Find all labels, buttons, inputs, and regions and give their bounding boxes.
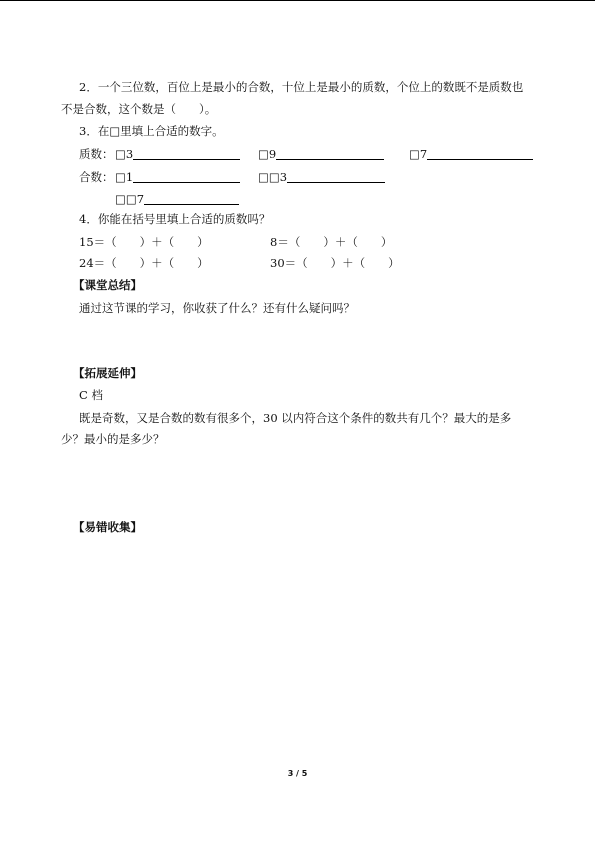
- answer-blank[interactable]: [287, 170, 385, 183]
- page-top-border: [0, 0, 595, 1]
- q3-composite-label: 合数：: [79, 170, 114, 184]
- extension-line1: 既是奇数，又是合数的数有很多个，30 以内符合这个条件的数共有几个？最大的是多: [79, 411, 512, 425]
- answer-blank[interactable]: [133, 147, 240, 160]
- summary-text: 通过这节课的学习，你收获了什么？还有什么疑问吗？: [79, 301, 355, 315]
- q3-prime-item-2: □9: [258, 147, 384, 161]
- extension-heading: 【拓展延伸】: [73, 366, 142, 380]
- q4-item-3: 24＝（ ）＋（ ）: [79, 256, 209, 270]
- answer-blank[interactable]: [276, 147, 384, 160]
- q3-composite-item-2: □□3: [258, 170, 385, 184]
- answer-blank[interactable]: [144, 192, 239, 205]
- q4-title: 4．你能在括号里填上合适的质数吗？: [79, 212, 271, 226]
- q3-prime-label: 质数：: [79, 147, 114, 161]
- q3-composite-item-3: □□7: [115, 192, 239, 206]
- page-number: 3 / 5: [287, 769, 308, 778]
- q2-line1: 2．一个三位数，百位上是最小的合数，十位上是最小的质数，个位上的数既不是质数也: [79, 80, 524, 94]
- q3-prime-item-1: □3: [115, 147, 240, 161]
- extension-line2: 少？最小的是多少？: [61, 432, 165, 446]
- q4-item-4: 30＝（ ）＋（ ）: [270, 256, 400, 270]
- errors-heading: 【易错收集】: [73, 520, 142, 534]
- answer-blank[interactable]: [133, 170, 240, 183]
- answer-blank[interactable]: [427, 147, 533, 160]
- q3-composite-item-1: □1: [115, 170, 240, 184]
- extension-level: C 档: [79, 388, 103, 402]
- q3-title: 3．在□里填上合适的数字。: [79, 124, 224, 138]
- q4-item-1: 15＝（ ）＋（ ）: [79, 235, 209, 249]
- summary-heading: 【课堂总结】: [73, 278, 142, 292]
- q3-prime-item-3: □7: [409, 147, 533, 161]
- q2-line2: 不是合数，这个数是（ ）。: [61, 102, 217, 116]
- q4-item-2: 8＝（ ）＋（ ）: [270, 235, 393, 249]
